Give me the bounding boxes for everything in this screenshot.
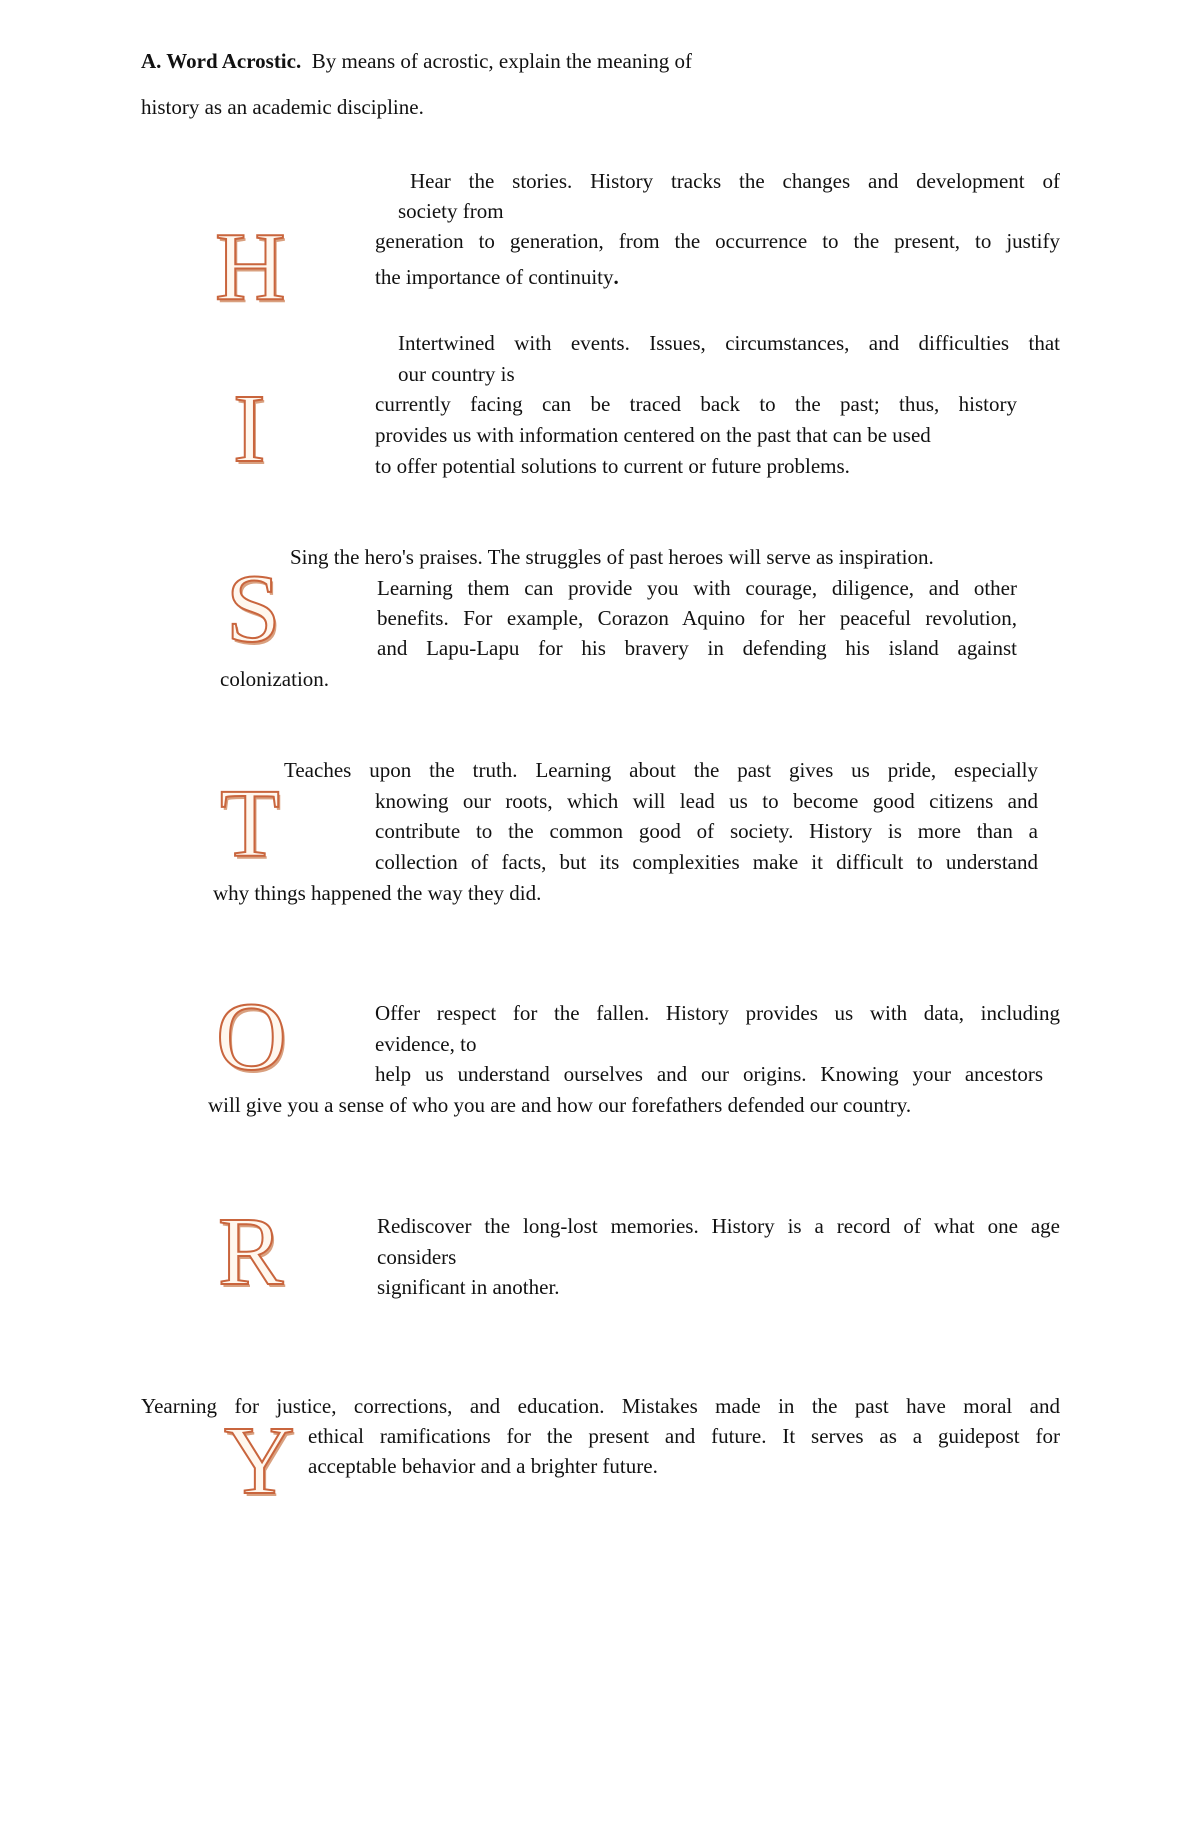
s-line-5: colonization. xyxy=(220,667,330,691)
heading-text-1: By means of acrostic, explain the meaning of xyxy=(311,49,692,73)
h-line-4 xyxy=(375,264,619,290)
acrostic-letter-y: Y xyxy=(224,1407,295,1515)
heading-line-1 xyxy=(141,48,692,74)
acrostic-letter-s: S xyxy=(226,555,281,663)
h-line-1: Hear the stories. History tracks the changes and development of xyxy=(410,169,1060,193)
r-line-1: Rediscover the long-lost memories. History is a record of what one age xyxy=(377,1214,1060,1238)
acrostic-letter-r: R xyxy=(218,1198,284,1306)
i-line-3: currently facing can be traced back to the past; thus, history xyxy=(375,392,1017,416)
t-line-3: contribute to the common good of society. History is more than a xyxy=(375,819,1038,843)
r-line-2: considers xyxy=(377,1245,457,1269)
o-line-2: evidence, to xyxy=(375,1032,477,1056)
acrostic-letter-o: O xyxy=(216,983,287,1091)
h-line-4-period: . xyxy=(613,265,619,289)
t-line-2: knowing our roots, which will lead us to become good citizens and xyxy=(375,789,1038,813)
heading-label: A. Word Acrostic. xyxy=(141,49,302,73)
r-line-3: significant in another. xyxy=(377,1275,560,1299)
heading-text-2: history as an academic discipline. xyxy=(141,95,424,119)
acrostic-letter-t: T xyxy=(220,770,280,878)
o-line-1: Offer respect for the fallen. History provides us with data, including xyxy=(375,1001,1060,1025)
y-line-2: ethical ramifications for the present and future. It serves as a guidepost for xyxy=(308,1424,1060,1448)
o-line-4: will give you a sense of who you are and how our forefathers defended our country. xyxy=(208,1093,912,1117)
acrostic-letter-i: I xyxy=(233,375,266,483)
t-line-4: collection of facts, but its complexities make it difficult to understand xyxy=(375,850,1038,874)
s-line-3: benefits. For example, Corazon Aquino for her peaceful revolution, xyxy=(377,606,1017,630)
s-line-4: and Lapu-Lapu for his bravery in defending his island against xyxy=(377,636,1017,660)
i-line-1: Intertwined with events. Issues, circumstances, and difficulties that xyxy=(398,331,1060,355)
o-line-3: help us understand ourselves and our origins. Knowing your ancestors xyxy=(375,1062,1043,1086)
s-line-2: Learning them can provide you with courage, diligence, and other xyxy=(377,576,1017,600)
y-line-1: Yearning for justice, corrections, and education. Mistakes made in the past have moral and xyxy=(141,1394,1060,1418)
t-line-5: why things happened the way they did. xyxy=(213,881,542,905)
acrostic-letter-h: H xyxy=(215,213,286,321)
h-line-3: generation to generation, from the occurrence to the present, to justify xyxy=(375,229,1060,253)
y-line-3: acceptable behavior and a brighter future. xyxy=(308,1454,658,1478)
i-line-2: our country is xyxy=(398,362,515,386)
h-line-4-text: the importance of continuity xyxy=(375,265,614,289)
i-line-5: to offer potential solutions to current or future problems. xyxy=(375,454,850,478)
i-line-4: provides us with information centered on the past that can be used xyxy=(375,423,931,447)
s-line-1: Sing the hero's praises. The struggles of past heroes will serve as inspiration. xyxy=(290,545,934,569)
h-line-2: society from xyxy=(398,199,504,223)
t-line-1: Teaches upon the truth. Learning about the past gives us pride, especially xyxy=(284,758,1038,782)
